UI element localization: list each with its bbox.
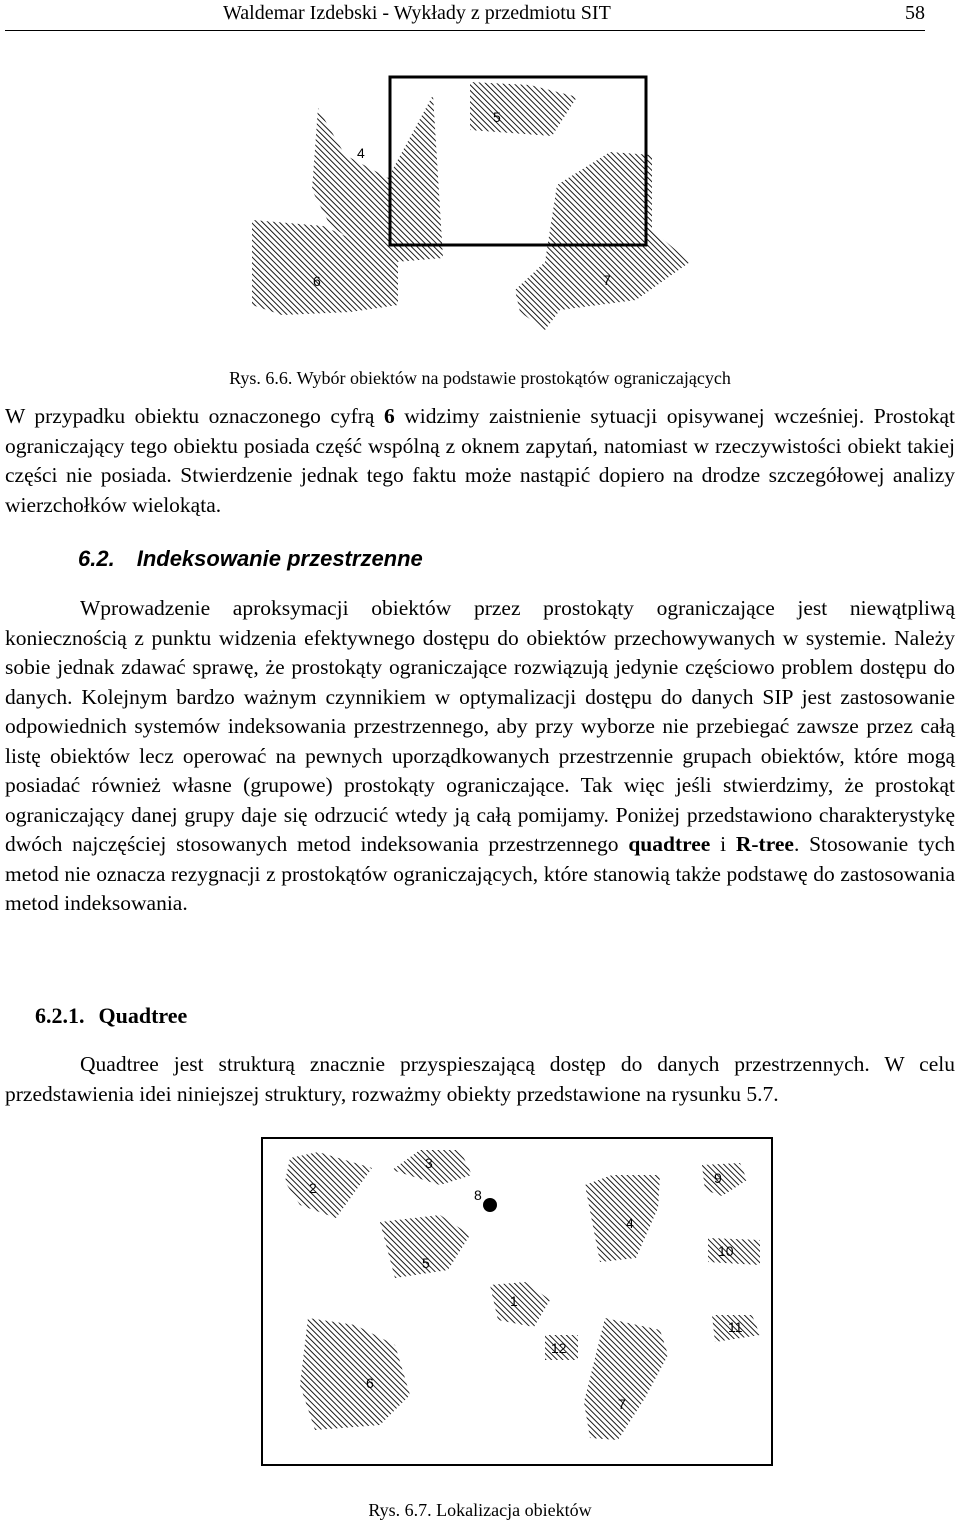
para1-text-1: W przypadku obiektu oznaczonego cyfrą <box>5 404 384 428</box>
page-number: 58 <box>905 2 925 24</box>
label-7: 7 <box>603 272 611 288</box>
section-heading <box>78 546 423 572</box>
para2-text-3: . Stosowanie tych metod nie oznacza rezygnacji z prostokątów ograniczających, które stanowią także podstawę do zastosowania metod indeksowania. <box>5 832 955 915</box>
paragraph-quadtree-intro: Quadtree jest strukturą znacznie przyspieszającą dostęp do danych przestrzennych. W celu przedstawienia idei niniejszej struktury, rozważmy obiekty przedstawione na rysunku 5.7. <box>5 1052 955 1106</box>
para1-bold-6: 6 <box>383 404 395 428</box>
header-title: Waldemar Izdebski - Wykłady z przedmiotu SIT <box>223 2 611 24</box>
figure-caption-6-7: Rys. 6.7. Lokalizacja obiektów <box>368 1500 592 1520</box>
subsection-title: Quadtree <box>98 1003 188 1028</box>
section-number: 6.2. <box>78 546 115 571</box>
label-5: 5 <box>493 109 501 125</box>
map-label-6: 6 <box>366 1375 374 1391</box>
paragraph-spatial-indexing <box>5 594 955 919</box>
map-label-8: 8 <box>474 1187 482 1203</box>
map-label-12: 12 <box>551 1340 567 1356</box>
map-label-2: 2 <box>309 1180 317 1196</box>
paragraph-bounding-rectangle <box>5 402 955 520</box>
map-label-11: 11 <box>728 1319 743 1335</box>
map-label-1: 1 <box>510 1293 518 1309</box>
figure-object-locations <box>0 1130 960 1495</box>
section-title: Indeksowanie przestrzenne <box>136 546 423 571</box>
polygon-5 <box>470 82 577 136</box>
object-8-point <box>483 1198 497 1212</box>
map-label-4: 4 <box>626 1215 634 1231</box>
figure-query-window <box>0 70 960 340</box>
page-header <box>5 0 925 31</box>
map-label-10: 10 <box>718 1243 734 1259</box>
label-4: 4 <box>357 145 365 161</box>
object-10 <box>708 1238 760 1265</box>
map-label-3: 3 <box>425 1155 433 1171</box>
map-label-9: 9 <box>714 1170 722 1186</box>
figure-caption-6-6: Rys. 6.6. Wybór obiektów na podstawie prostokątów ograniczających <box>229 368 731 388</box>
map-label-5: 5 <box>422 1255 430 1271</box>
para2-text-1: Wprowadzenie aproksymacji obiektów przez prostokąty ograniczające jest niewątpliwą koniecznością z punktu widzenia efektywnego dostępu do obiektów przechowywanych w systemie. Należy sobie jednak zdawać sprawę, że prostokąty ograniczające rozwiązują jedynie częściowo problem dostępu do danych. Kolejnym bardzo ważnym czynnikiem w optymalizacji dostępu do danych SIP jest zastosowanie odpowiednich systemów indeksowania przestrzennego, aby przy wyborze nie przebiegać zawsze przez całą listę obiektów lecz operować na pewnych uporządkowanych przestrzennie grupach obiektów, które mogą posiadać również własne (grupowe) prostokąty ograniczające. Tak więc jeśli stwierdzimy, że prostokąt ograniczający danej grupy daje się odrzucić wtedy ją całą pomijamy. Poniżej przedstawiono charakterystykę dwóch najczęściej stosowanych metod indeksowania przestrzennego <box>5 596 955 856</box>
para2-bold-quadtree: quadtree <box>628 832 711 856</box>
para1-text-2: widzimy zaistnienie sytuacji opisywanej wcześniej. Prostokąt ograniczający tego obiektu posiada część wspólną z oknem zapytań, natomiast w rzeczywistości obiekt takiej części nie posiada. Stwierdzenie jednak tego faktu może nastąpić dopiero na drodze szczegółowej analizy wierzchołków wielokąta. <box>5 404 955 517</box>
polygon-7 <box>515 152 690 330</box>
subsection-number: 6.2.1. <box>35 1003 85 1028</box>
para2-bold-rtree: R-tree <box>735 832 794 856</box>
label-6: 6 <box>313 273 321 289</box>
para2-text-2: i <box>710 832 736 856</box>
subsection-heading <box>35 1003 187 1029</box>
map-label-7: 7 <box>618 1396 626 1412</box>
